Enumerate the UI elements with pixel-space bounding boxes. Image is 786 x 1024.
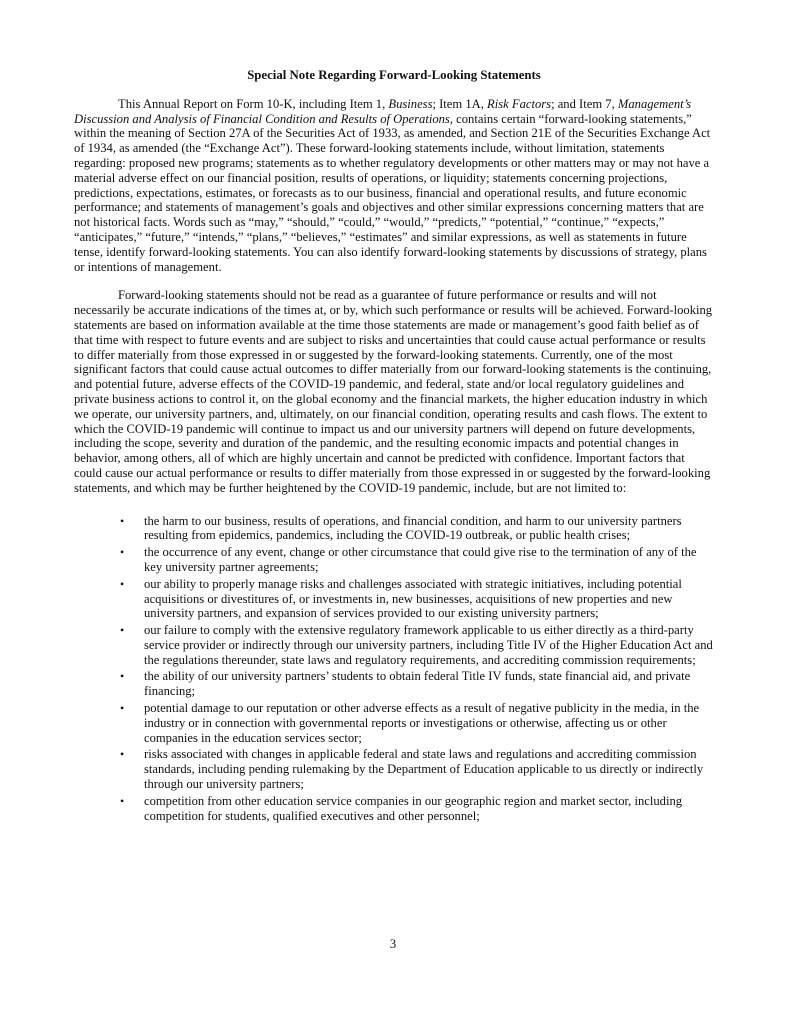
list-item (74, 794, 714, 824)
list-item (74, 514, 714, 544)
list-item (74, 747, 714, 791)
bullet-icon: • (120, 747, 125, 762)
para1-text-e: ; and Item 7, (551, 96, 618, 111)
bullet-icon: • (120, 701, 125, 716)
bullet-icon: • (120, 545, 125, 560)
list-item-text: our failure to comply with the extensive regulatory framework applicable to us either directly as a third-party service provider or indirectly through our university partners, including Title IV of the Higher Education Act and the regulations thereunder, state laws and regulatory requirements, and accrediting commission requirements; (144, 623, 713, 667)
para1-text-c: ; Item 1A, (432, 96, 488, 111)
bullet-icon: • (120, 623, 125, 638)
risk-factor-list (74, 514, 714, 824)
document-page (74, 68, 714, 825)
list-item-text: our ability to properly manage risks and challenges associated with strategic initiatives, including potential acquisitions or divestitures of, or investments in, new businesses, acquisitions of new properties and new university partners, and expansion of services provided to our existing university partners; (144, 576, 682, 621)
bullet-icon: • (120, 669, 125, 684)
para1-italic-mdna: Management’s Discussion and Analysis of Financial Condition and Results of Operations (74, 96, 692, 126)
para1-italic-business: Business (388, 96, 433, 111)
list-item (74, 545, 714, 575)
page-number: 3 (389, 937, 397, 951)
para1-text-a: This Annual Report on Form 10-K, including Item 1, (118, 96, 389, 111)
bullet-icon: • (120, 793, 125, 808)
bullet-icon: • (120, 513, 125, 528)
intro-paragraph (74, 97, 714, 275)
list-item (74, 701, 714, 745)
list-item (74, 669, 714, 699)
bullet-icon: • (120, 576, 125, 591)
list-item-text: competition from other education service companies in our geographic region and market sector, including competition for students, qualified executives and other personnel; (144, 793, 683, 823)
list-item-text: risks associated with changes in applicable federal and state laws and regulations and accrediting commission standards, including pending rulemaking by the Department of Education applicable to us directly or indirectly through our university partners; (144, 747, 704, 792)
para1-text-g: , contains certain “forward-looking statements,” within the meaning of Section 27A of the Securities Act of 1933, as amended, and Section 21E of the Securities Exchange Act of 1934, as amended (the “Exchange Act”). These forward-looking statements include, without limitation, statements regarding: proposed new programs; statements as to whether regulatory developments or other matters may or may not have a material adverse effect on our financial position, results of operations, or liquidity; statements concerning projections, predictions, expectations, estimates, or forecasts as to our business, financial and operational results, and future economic performance; and statements of management’s goals and objectives and other similar expressions concerning matters that are not historical facts. Words such as “may,” “should,” “could,” “would,” “predicts,” “potential,” “continue,” “expects,” “anticipates,” “future,” “intends,” “plans,” “believes,” “estimates” and similar expressions, as well as statements in future tense, identify forward-looking statements. You can also identify forward-looking statements by discussions of strategy, plans or intentions of management. (74, 111, 711, 274)
list-item-text: the harm to our business, results of operations, and financial condition, and harm to our university partners resulting from epidemics, pandemics, including the COVID-19 outbreak, or public health crises; (144, 513, 682, 543)
risk-paragraph: Forward-looking statements should not be read as a guarantee of future performance or results and will not necessarily be accurate indications of the times at, or by, which such performance or results will be achieved. Forward-looking statements are based on information available at the time those statements are made or management’s good faith belief as of that time with respect to future events and are subject to risks and uncertainties that could cause actual performance or results to differ materially from those expressed in or suggested by the forward-looking statements. Currently, one of the most significant factors that could cause actual outcomes to differ materially from our forward-looking statements is the continuing, and potential future, adverse effects of the COVID-19 pandemic, and federal, state and/or local regulatory guidelines and private business actions to control it, on the global economy and the financial markets, the higher education industry in which we operate, our university partners, and, ultimately, on our financial condition, operating results and cash flows. The extent to which the COVID-19 pandemic will continue to impact us and our university partners will depend on future developments, including the scope, severity and duration of the pandemic, and the resulting economic impacts and potential changes in behavior, among others, all of which are highly uncertain and cannot be predicted with confidence. Important factors that could cause our actual performance or results to differ materially from those expressed in or suggested by the forward-looking statements, and which may be further heightened by the COVID-19 pandemic, include, but are not limited to: (74, 288, 713, 495)
list-item-text: the occurrence of any event, change or other circumstance that could give rise to the termination of any of the key university partner agreements; (144, 545, 697, 574)
list-item-text: the ability of our university partners’ students to obtain federal Title IV funds, state financial aid, and private financing; (144, 669, 691, 699)
list-item (74, 577, 714, 621)
para1-italic-risk-factors: Risk Factors (487, 96, 552, 111)
list-item-text: potential damage to our reputation or other adverse effects as a result of negative publicity in the media, in the industry or in connection with governmental reports or investigations or otherwise, affecting us or other companies in the education services sector; (144, 701, 700, 745)
page-title: Special Note Regarding Forward-Looking Statements (247, 68, 541, 82)
list-item (74, 623, 714, 667)
